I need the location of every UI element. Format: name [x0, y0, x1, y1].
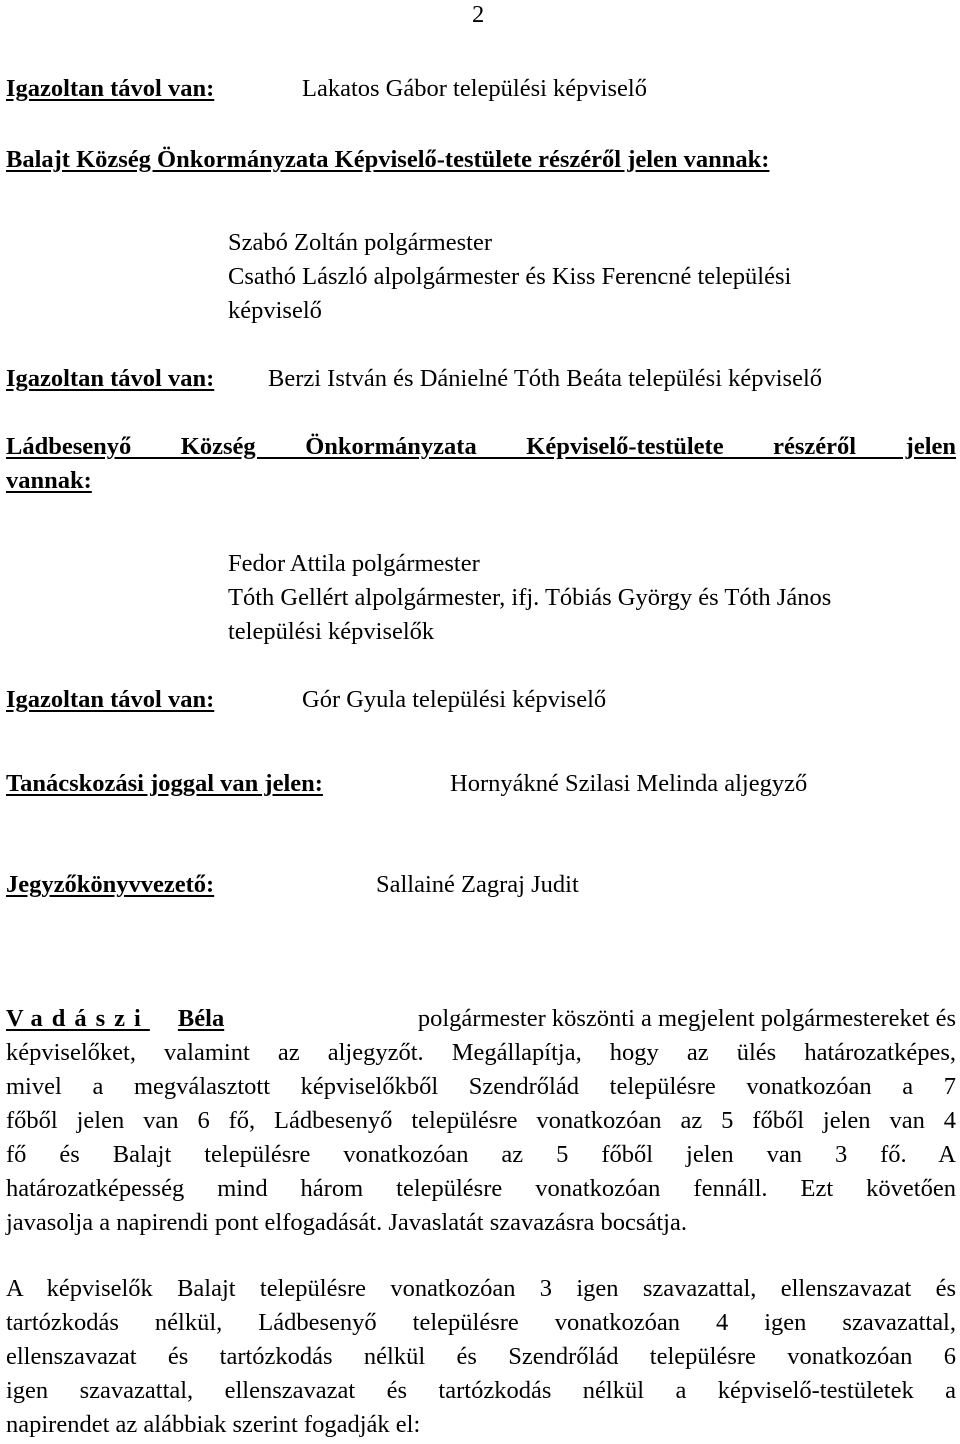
recorder-label: Jegyzőkönyvvezető: — [6, 871, 215, 898]
balajt-member-2: Csathó László alpolgármester és Kiss Ferencné települési — [228, 263, 792, 290]
para1-line3: mivel a megválasztott képviselőkből Szendrőlád településre vonatkozóan a 7 — [6, 1073, 956, 1100]
para2-line1: A képviselők Balajt településre vonatkozóan 3 igen szavazattal, ellenszavazat és — [6, 1275, 956, 1302]
absent-label-1: Igazoltan távol van: — [6, 75, 215, 102]
ladbeseny-heading-line1: Ládbesenyő Község Önkormányzata Képviselő-testülete részéről jelen — [6, 433, 956, 460]
para1-line2: képviselőket, valamint az aljegyzőt. Megállapítja, hogy az ülés határozatképes, — [6, 1039, 956, 1066]
page-number: 2 — [472, 1, 485, 28]
para1-line1 — [6, 1002, 956, 1036]
para1-line1-rest: polgármester köszönti a megjelent polgármestereket és — [417, 1005, 956, 1032]
ladbeseny-member-3: települési képviselők — [228, 618, 435, 645]
para2-line5: napirendet az alábbiak szerint fogadják el: — [6, 1411, 421, 1438]
ladbeseny-absent-value: Gór Gyula települési képviselő — [302, 686, 607, 713]
ladbeseny-member-2: Tóth Gellért alpolgármester, ifj. Tóbiás György és Tóth János — [228, 584, 832, 611]
balajt-absent-label: Igazoltan távol van: — [6, 365, 215, 392]
ladbeseny-absent-label: Igazoltan távol van: — [6, 686, 215, 713]
balajt-member-1: Szabó Zoltán polgármester — [228, 229, 492, 256]
balajt-heading: Balajt Község Önkormányzata Képviselő-testülete részéről jelen vannak: — [6, 146, 770, 173]
ladbeseny-heading-line2: vannak: — [6, 467, 92, 494]
para1-line5: fő és Balajt településre vonatkozóan az 5 főből jelen van 3 fő. A — [6, 1141, 956, 1168]
balajt-absent-value: Berzi István és Dánielné Tóth Beáta települési képviselő — [268, 365, 823, 392]
para2-line3: ellenszavazat és tartózkodás nélkül és Szendrőlád településre vonatkozóan 6 — [6, 1343, 956, 1370]
speaker-surname: Vadászi — [6, 1005, 150, 1032]
balajt-member-3: képviselő — [228, 297, 322, 324]
recorder-value: Sallainé Zagraj Judit — [376, 871, 579, 898]
speaker-firstname: Béla — [177, 1005, 225, 1032]
advisory-value: Hornyákné Szilasi Melinda aljegyző — [450, 770, 808, 797]
advisory-label: Tanácskozási joggal van jelen: — [6, 770, 323, 797]
para1-line6: határozatképesség mind három településre vonatkozóan fennáll. Ezt követően — [6, 1175, 956, 1202]
para2-line4: igen szavazattal, ellenszavazat és tartózkodás nélkül a képviselő-testületek a — [6, 1377, 956, 1404]
ladbeseny-member-1: Fedor Attila polgármester — [228, 550, 480, 577]
para2-line2: tartózkodás nélkül, Ládbesenyő településre vonatkozóan 4 igen szavazattal, — [6, 1309, 956, 1336]
absent-value-1: Lakatos Gábor települési képviselő — [302, 75, 647, 102]
para1-line4: főből jelen van 6 fő, Ládbesenyő településre vonatkozóan az 5 főből jelen van 4 — [6, 1107, 956, 1134]
para1-line7: javasolja a napirendi pont elfogadását. Javaslatát szavazásra bocsátja. — [6, 1209, 687, 1236]
